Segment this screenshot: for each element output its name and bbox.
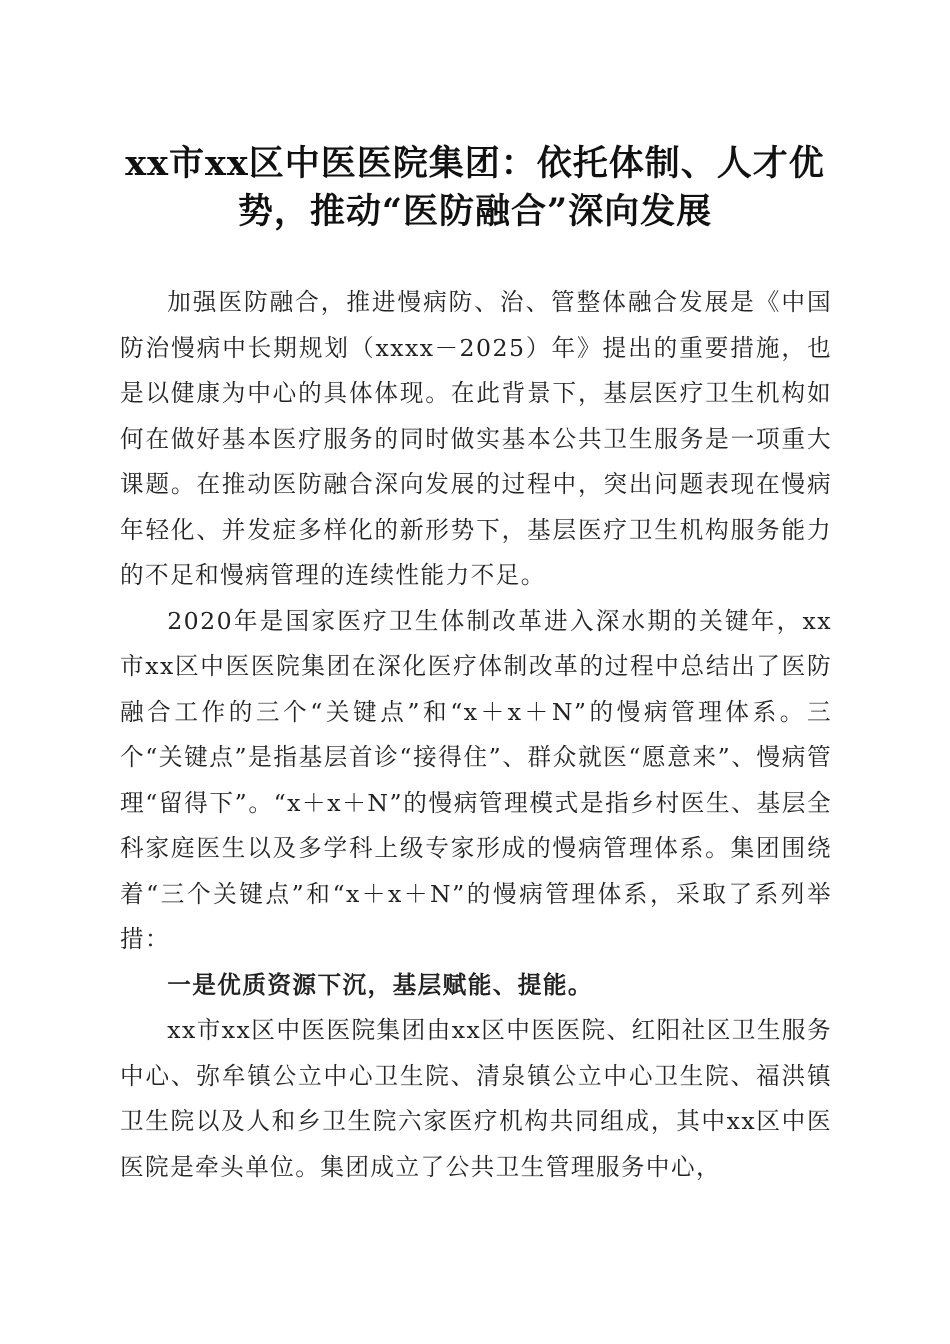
paragraph-background: 加强医防融合，推进慢病防、治、管整体融合发展是《中国防治慢病中长期规划（xxxx－2025）年》提出的重要措施，也是以健康为中心的具体体现。在此背景下，基层医疗卫生机构如何在做好基本医疗服务的同时做实基本公共卫生服务是一项重大课题。在推动医防融合深向发展的过程中，突出问题表现在慢病年轻化、并发症多样化的新形势下，基层医疗卫生机构服务能力的不足和慢病管理的连续性能力不足。	[120, 288, 832, 589]
paragraph-reform-key-points: 2020年是国家医疗卫生体制改革进入深水期的关键年，xx市xx区中医医院集团在深化医疗体制改革的过程中总结出了医防融合工作的三个“关键点”和“x＋x＋N”的慢病管理体系。三个“关键点”是指基层首诊“接得住”、群众就医“愿意来”、慢病管理“留得下”。“x＋x＋N”的慢病管理模式是指乡村医生、基层全科家庭医生以及多学科上级专家形成的慢病管理体系。集团围绕着“三个关键点”和“x＋x＋N”的慢病管理体系，采取了系列举措：	[120, 606, 832, 953]
document-body	[120, 280, 832, 1190]
document-title: xx市xx区中医医院集团：依托体制、人才优势，推动“医防融合”深向发展	[125, 143, 825, 232]
paragraph-group-composition: xx市xx区中医医院集团由xx区中医医院、红阳社区卫生服务中心、弥牟镇公立中心卫生院、清泉镇公立中心卫生院、福洪镇卫生院以及人和乡卫生院六家医疗机构共同组成，其中xx区中医医院是牵头单位。集团成立了公共卫生管理服务中心，	[120, 1016, 832, 1181]
section-heading-resources: 一是优质资源下沉，基层赋能、提能。	[167, 970, 593, 999]
